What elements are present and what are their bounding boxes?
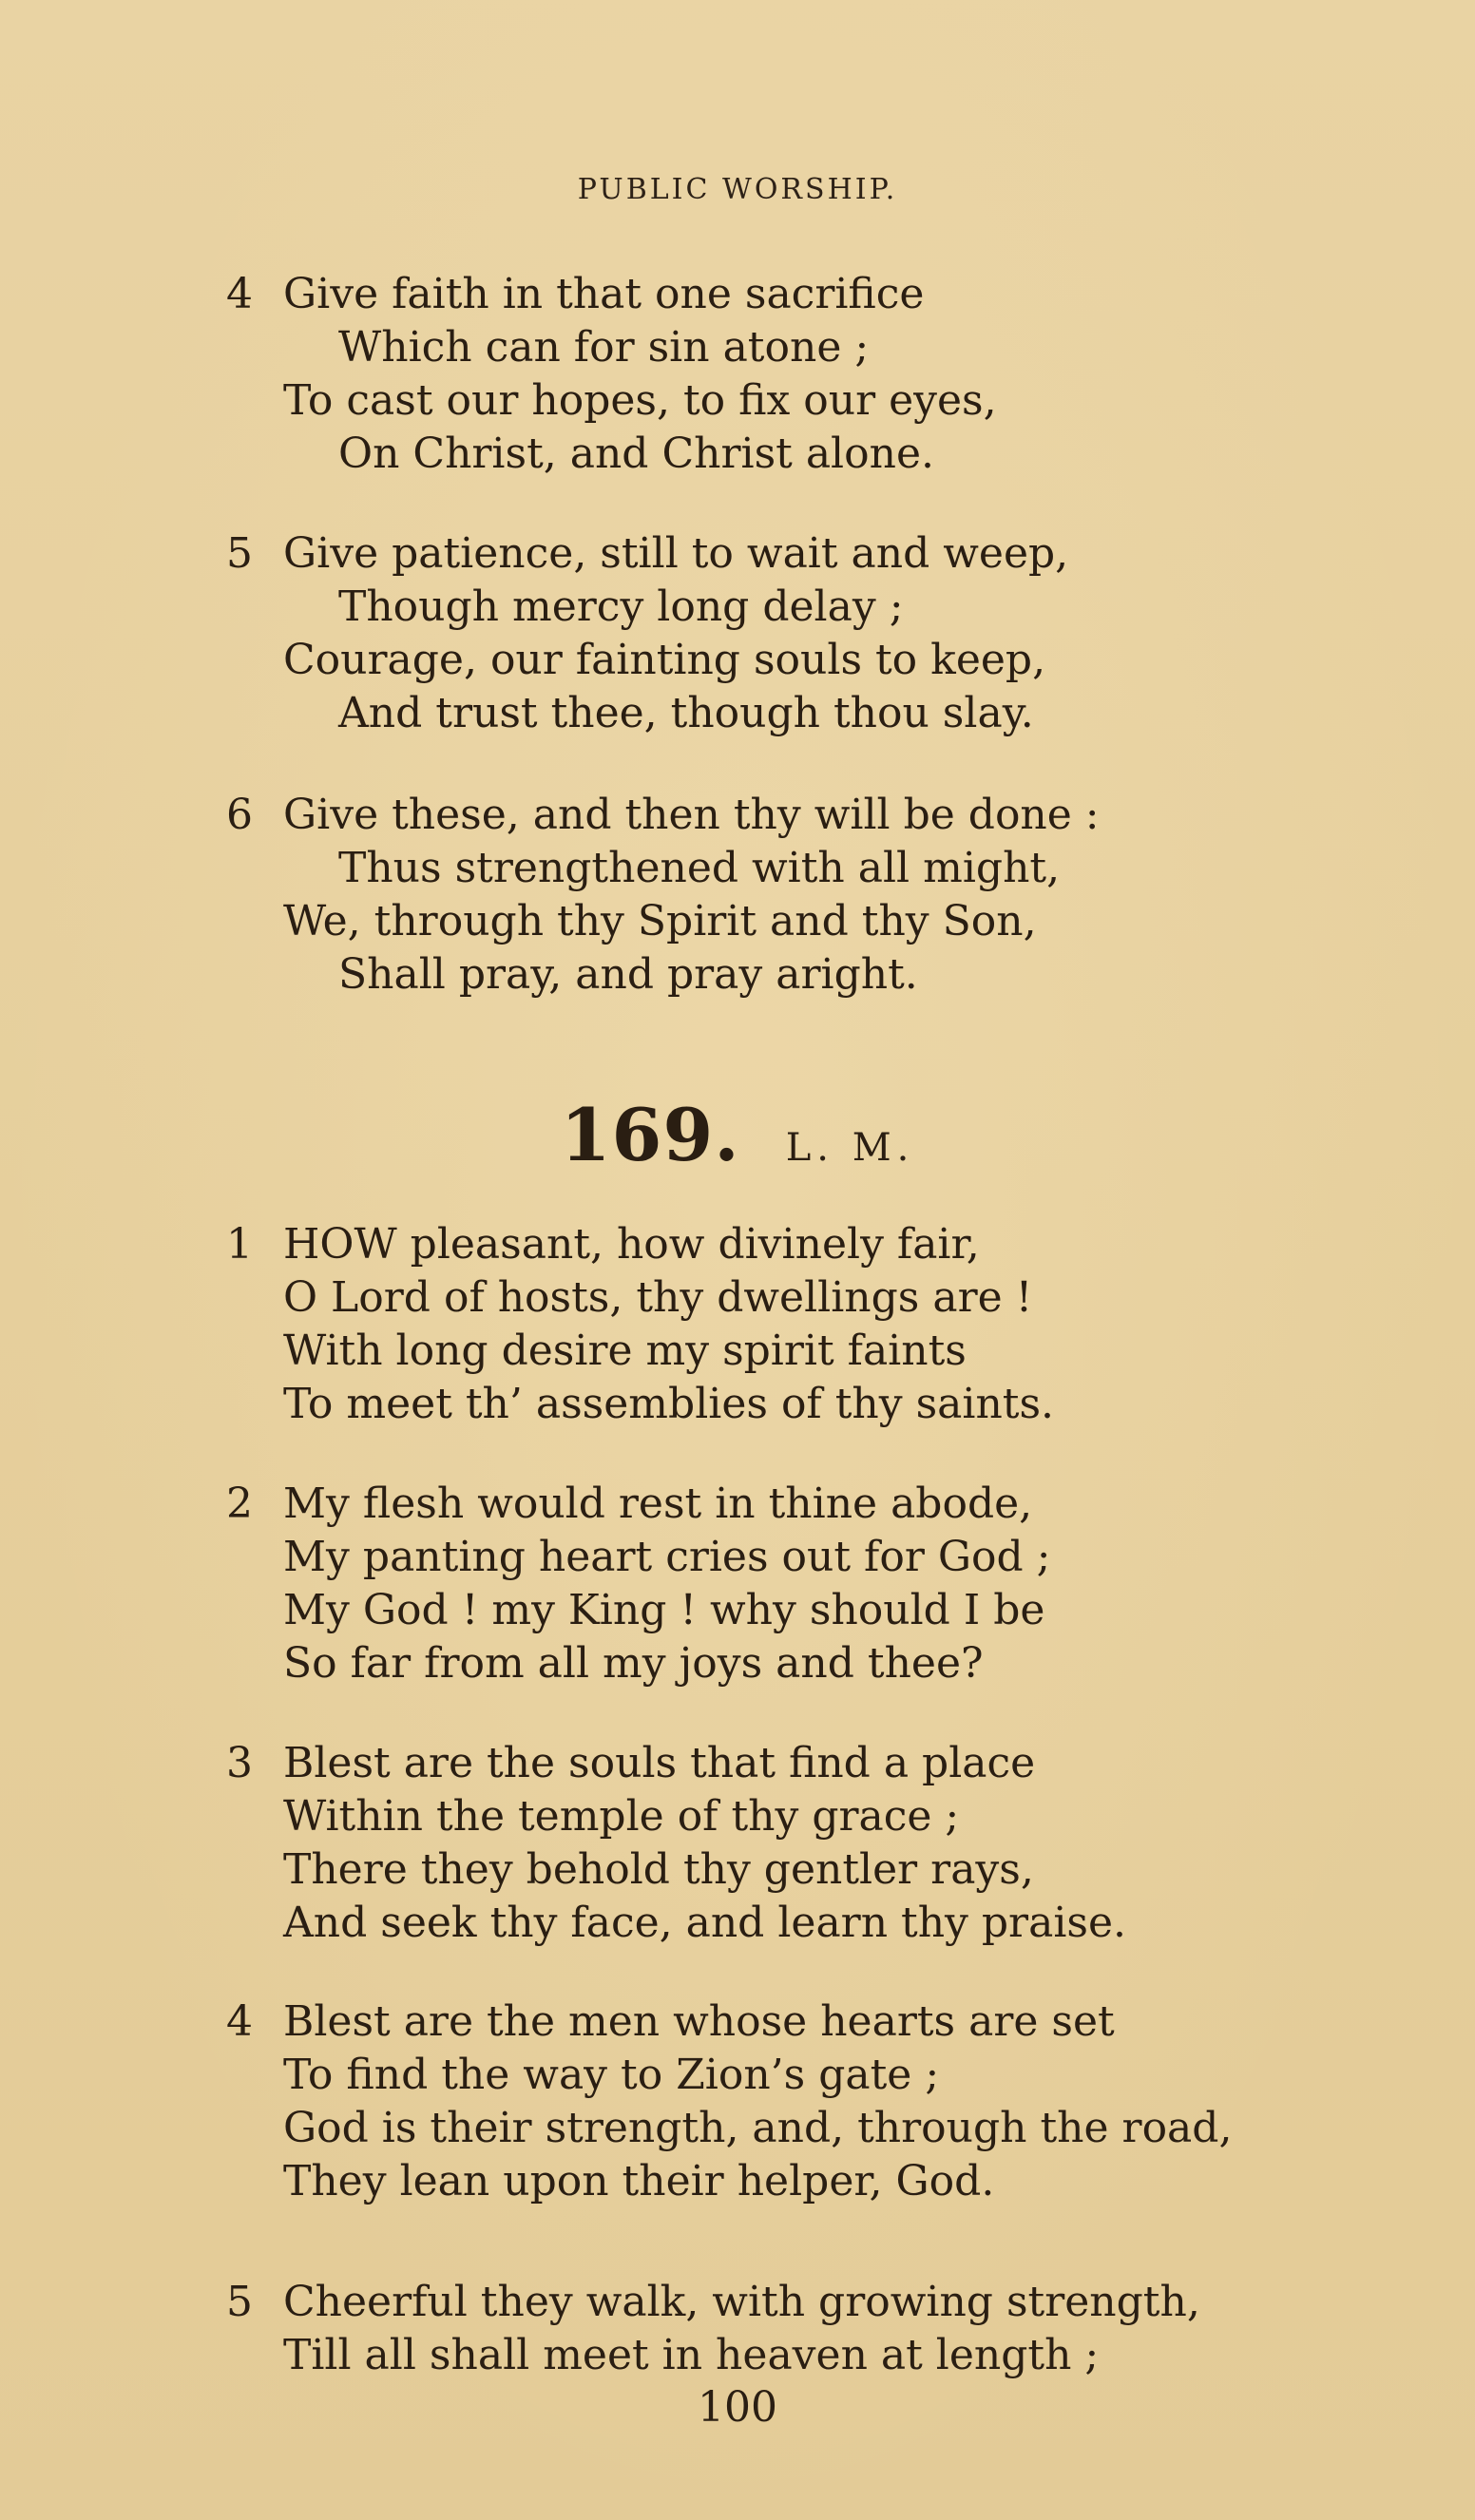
verse-line: HOW pleasant, how divinely fair, [283, 1220, 980, 1269]
verse-line: Cheerful they walk, with growing strength, [283, 2278, 1200, 2326]
stanza-number: 4 [226, 270, 253, 318]
verse-line: Give patience, still to wait and weep, [283, 529, 1069, 578]
verse-line: God is their strength, and, through the road, [283, 2104, 1233, 2152]
verse-line: O Lord of hosts, thy dwellings are ! [283, 1273, 1033, 1322]
stanza-number: 5 [226, 529, 253, 578]
hymn-meter: L. M. [785, 1126, 915, 1170]
stanza-number: 4 [226, 1997, 253, 2046]
verse-line: My panting heart cries out for God ; [283, 1533, 1051, 1581]
verse-line: We, through thy Spirit and thy Son, [283, 897, 1037, 945]
verse-line: Within the temple of thy grace ; [283, 1792, 960, 1841]
stanza-number: 3 [226, 1739, 253, 1787]
verse-line: So far from all my joys and thee? [283, 1639, 984, 1688]
verse-line: Shall pray, and pray aright. [338, 950, 918, 999]
hymn-number: 169. [560, 1093, 740, 1177]
stanza-number: 1 [226, 1220, 253, 1269]
hymn-heading [0, 1093, 1475, 1177]
verse-line: Which can for sin atone ; [338, 323, 870, 372]
verse-line: Though mercy long delay ; [338, 582, 904, 631]
verse-line: My flesh would rest in thine abode, [283, 1480, 1033, 1528]
verse-line: To find the way to Zion’s gate ; [283, 2051, 940, 2099]
running-head: PUBLIC WORSHIP. [577, 173, 898, 206]
verse-line: And seek thy face, and learn thy praise. [283, 1899, 1127, 1947]
stanza-number: 2 [226, 1480, 253, 1528]
verse-line: They lean upon their helper, God. [283, 2157, 995, 2205]
verse-line: Blest are the men whose hearts are set [283, 1997, 1115, 2046]
verse-line: Blest are the souls that find a place [283, 1739, 1036, 1787]
verse-line: And trust thee, though thou slay. [338, 689, 1034, 737]
verse-line: Thus strengthened with all might, [338, 844, 1061, 892]
verse-line: My God ! my King ! why should I be [283, 1586, 1045, 1634]
verse-line: To meet th’ assemblies of thy saints. [283, 1380, 1055, 1428]
verse-line: There they behold thy gentler rays, [283, 1845, 1034, 1894]
verse-line: On Christ, and Christ alone. [338, 430, 934, 478]
verse-line: Give faith in that one sacrifice [283, 270, 925, 318]
verse-line: Courage, our fainting souls to keep, [283, 636, 1046, 684]
stanza-number: 5 [226, 2278, 253, 2326]
page-number: 100 [698, 2383, 777, 2432]
stanza-number: 6 [226, 791, 253, 839]
verse-line: Give these, and then thy will be done : [283, 791, 1100, 839]
verse-line: Till all shall meet in heaven at length ; [283, 2331, 1100, 2379]
verse-line: With long desire my spirit faints [283, 1327, 967, 1375]
verse-line: To cast our hopes, to fix our eyes, [283, 376, 997, 425]
